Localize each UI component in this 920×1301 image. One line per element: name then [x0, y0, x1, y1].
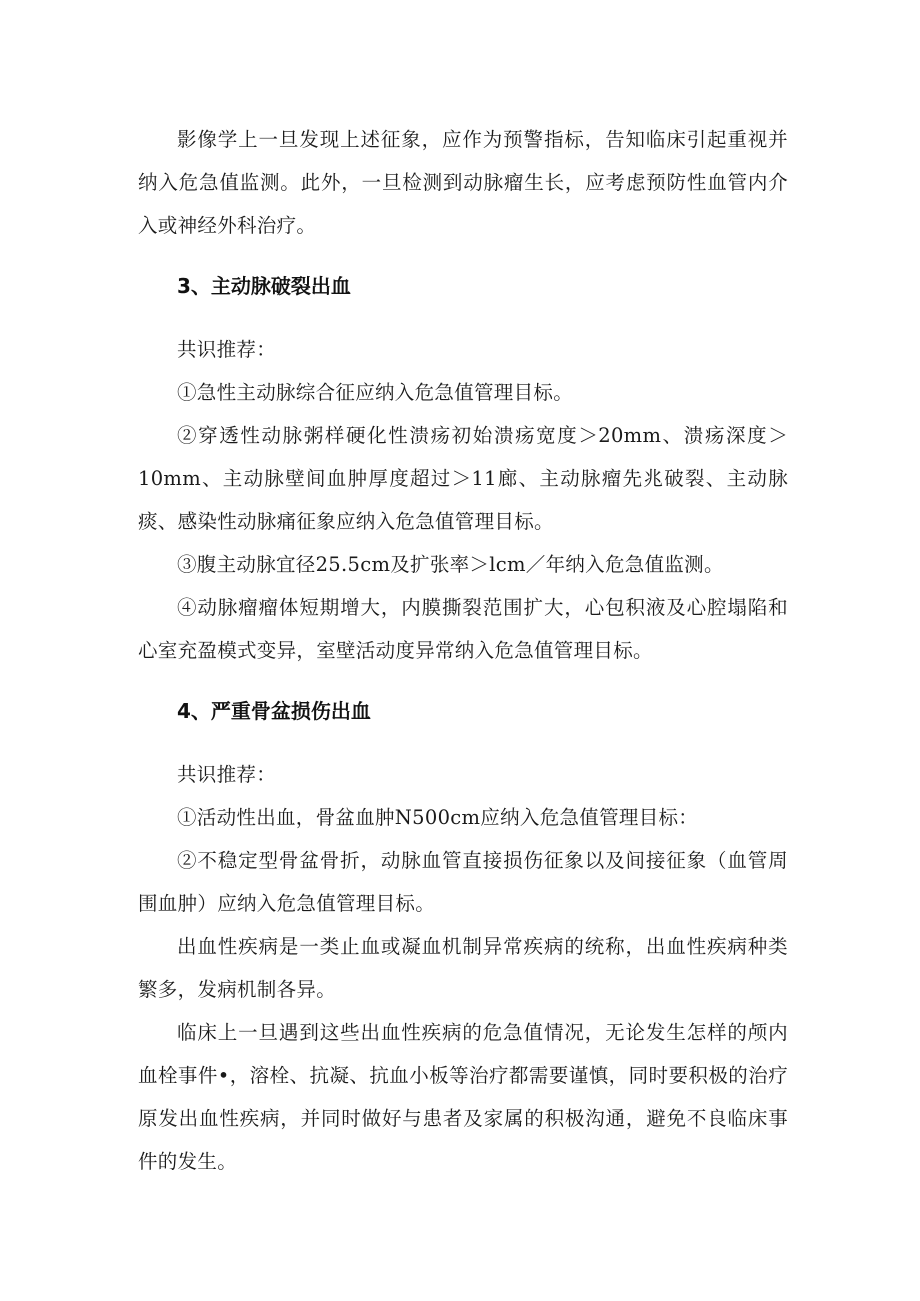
section-3-heading: 3、主动脉破裂出血 — [177, 274, 351, 298]
section-4-item-2: ②不稳定型骨盆骨折，动脉血管直接损伤征象以及间接征象（血管周围血肿）应纳入危急值管理目标。 — [138, 849, 788, 915]
closing-paragraph-2: 临床上一旦遇到这些出血性疾病的危急值情况，无论发生怎样的颅内血栓事件•，溶栓、抗凝、抗血小板等治疗都需要谨慎，同时要积极的治疗原发出血性疾病，并同时做好与患者及家属的积极沟通，避免不良临床事件的发生。 — [138, 1021, 788, 1173]
document-body — [138, 118, 788, 1183]
section-3-item-2: ②穿透性动脉粥样硬化性溃疡初始溃疡宽度＞20mm、溃疡深度＞10mm、主动脉壁间血肿厚度超过＞11廊、主动脉瘤先兆破裂、主动脉痰、感染性动脉痛征象应纳入危急值管理目标。 — [138, 424, 788, 533]
section-4-consensus-label: 共识推荐： — [177, 763, 277, 786]
section-3-consensus-label: 共识推荐： — [177, 338, 277, 361]
section-3-item-1: ①急性主动脉综合征应纳入危急值管理目标。 — [177, 381, 574, 404]
closing-paragraph-1: 出血性疾病是一类止血或凝血机制异常疾病的统称，出血性疾病种类繁多，发病机制各异。 — [138, 935, 788, 1001]
section-3-item-3: ③腹主动脉宜径25.5cm及扩张率＞lcm／年纳入危急值监测。 — [177, 553, 724, 576]
section-3-item-4: ④动脉瘤瘤体短期增大，内膜撕裂范围扩大，心包积液及心腔塌陷和心室充盈模式变异，室壁活动度异常纳入危急值管理目标。 — [138, 596, 788, 662]
section-4-item-1: ①活动性出血，骨盆血肿N500cm应纳入危急值管理目标： — [177, 806, 699, 829]
section-4-heading: 4、严重骨盆损伤出血 — [177, 699, 371, 723]
intro-paragraph: 影像学上一旦发现上述征象，应作为预警指标，告知临床引起重视并纳入危急值监测。此外，一旦检测到动脉瘤生长，应考虑预防性血管内介入或神经外科治疗。 — [138, 128, 788, 237]
